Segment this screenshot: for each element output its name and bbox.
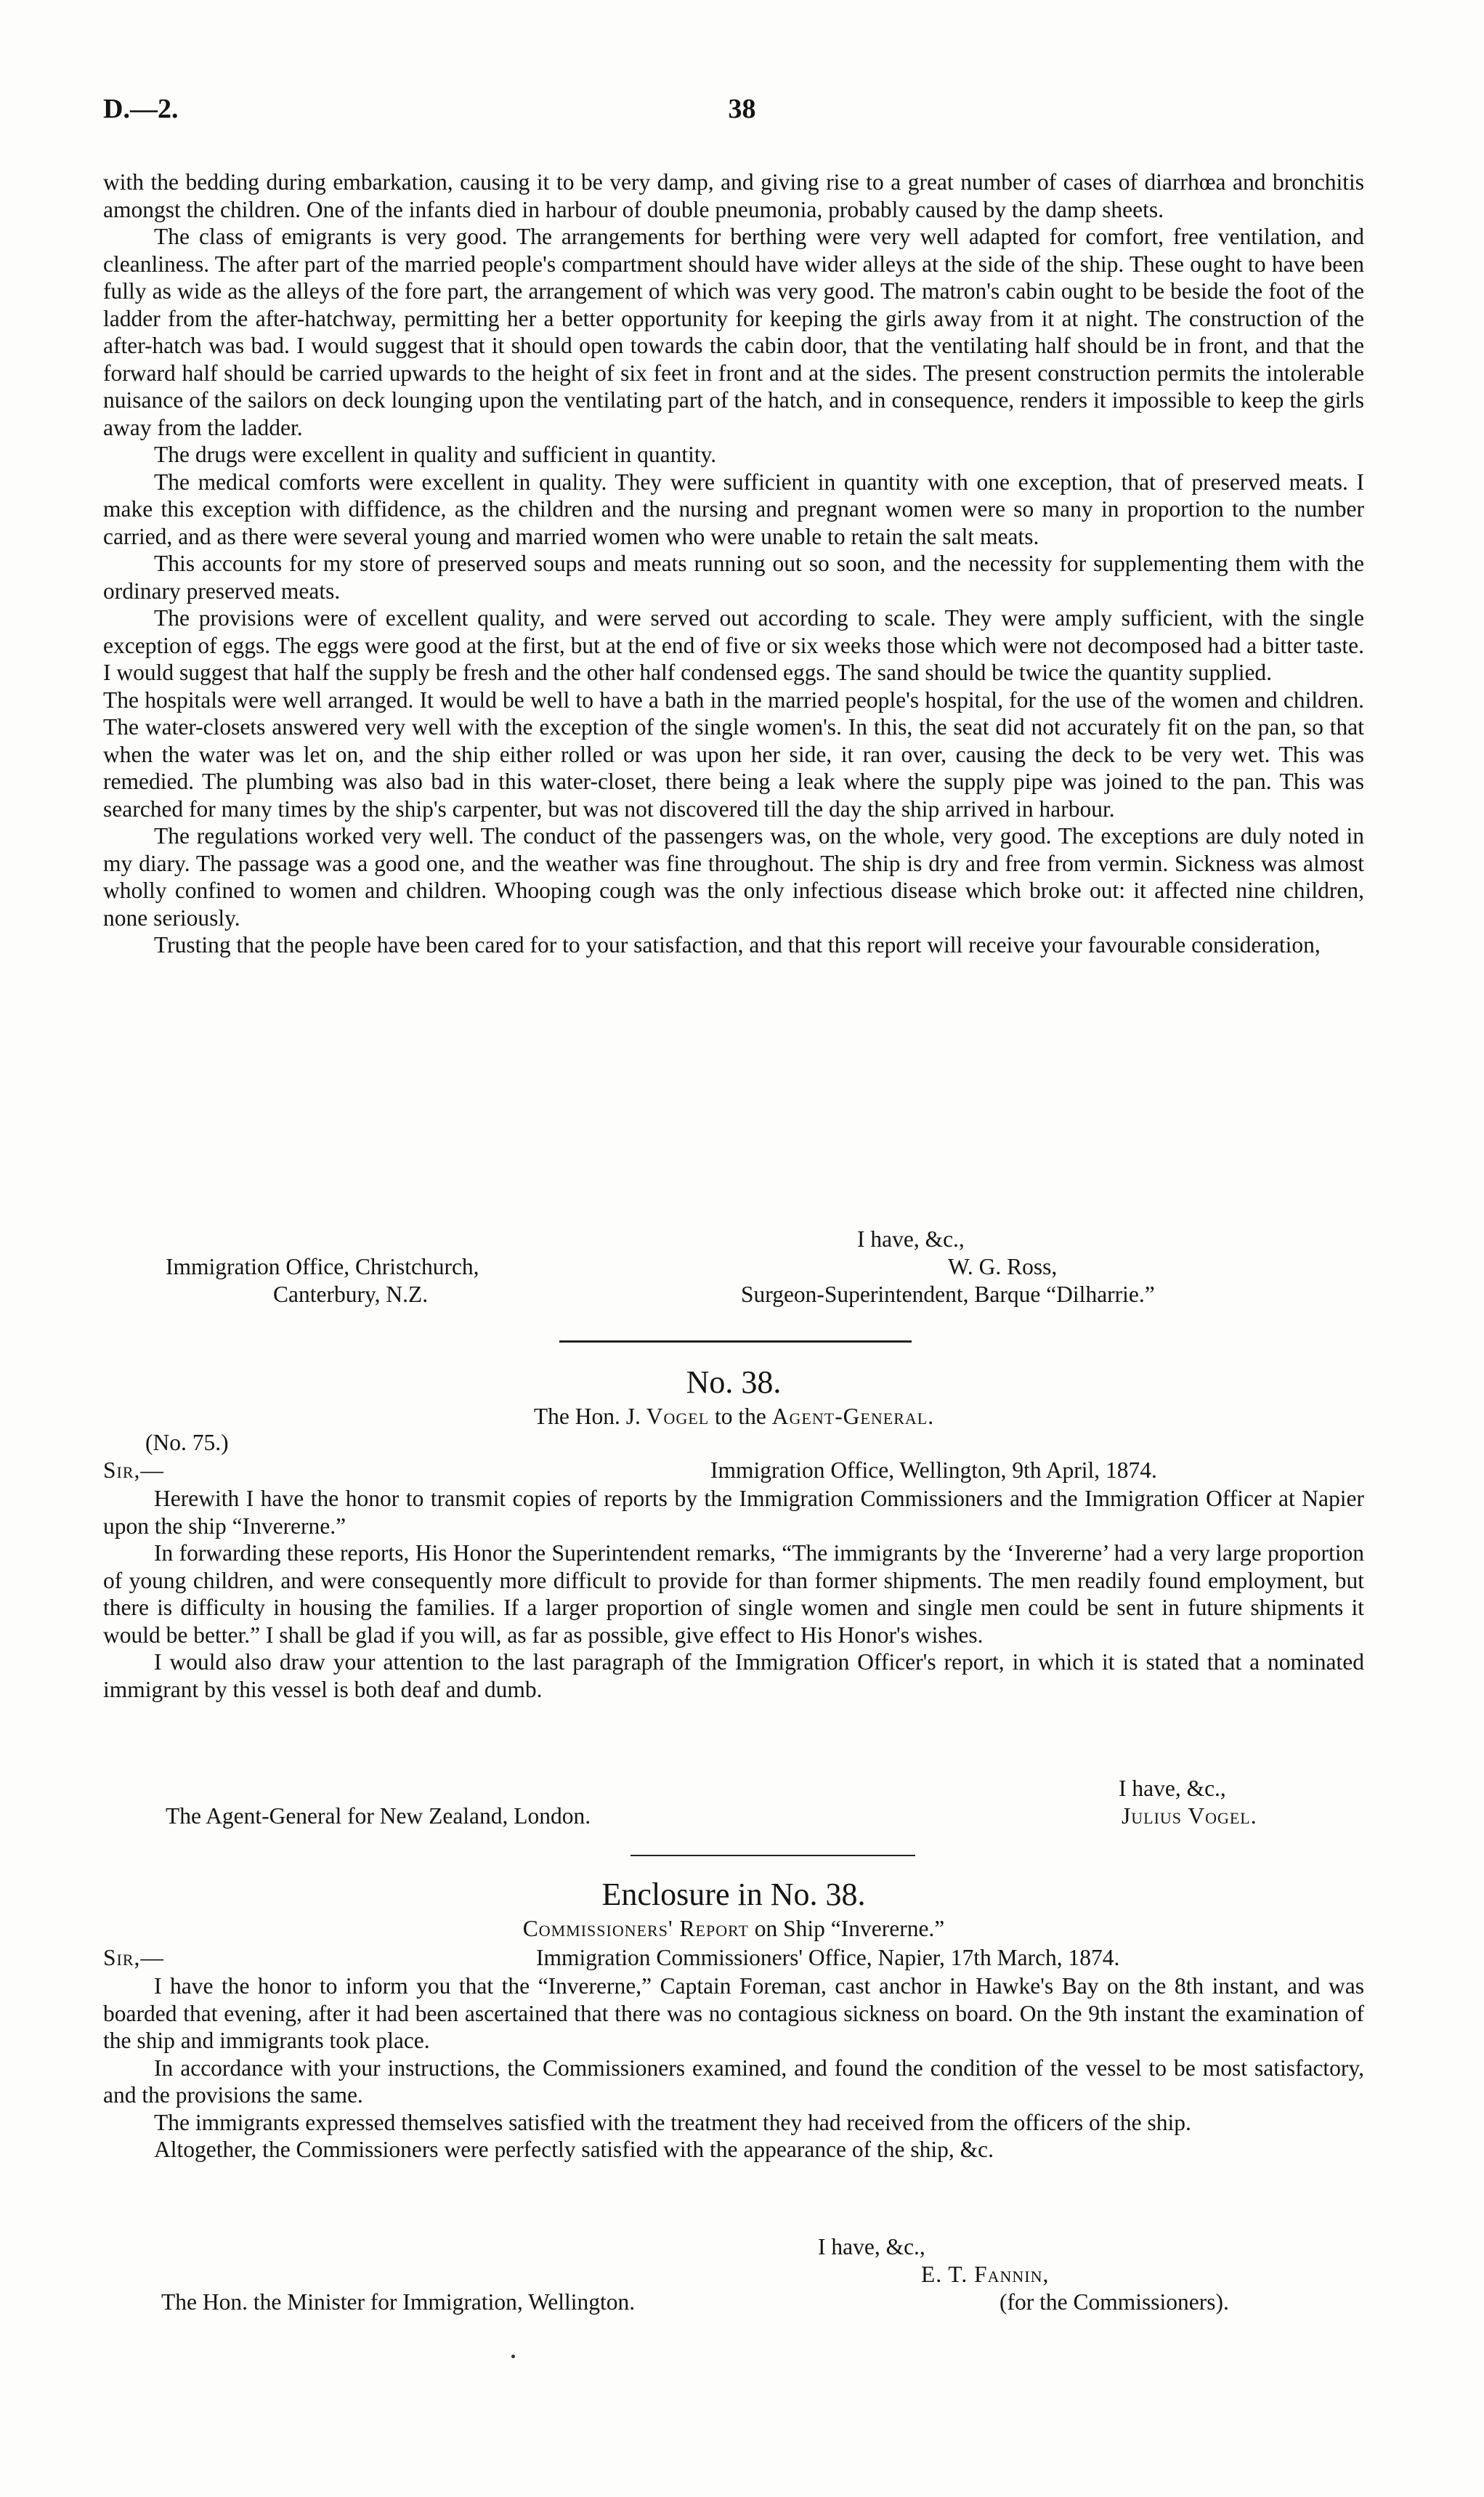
- closing-phrase: I have, &c.,: [1119, 1776, 1226, 1801]
- signatory-name: Julius Vogel.: [1122, 1803, 1257, 1829]
- paragraph: with the bedding during embarkation, causing it to be very damp, and giving rise to a great number of cases of diarrhœa and bronchitis amongst the children. One of the infants died in harbour of double pneumonia, probably caused by the damp sheets.: [103, 169, 1364, 222]
- paragraph: The medical comforts were excellent in quality. They were sufficient in quantity with one exception, that of preserved meats. I make this exception with diffidence, as the children and the nursing and pregnant women were so many in proportion to the number carried, and as there were several young and married women who were unable to retain the salt meats.: [103, 469, 1364, 549]
- page-header: [103, 93, 1381, 129]
- paragraph: The hospitals were well arranged. It would be well to have a bath in the married people's hospital, for the use of the women and children. The water-closets answered very well with the exception of the single women's. In this, the seat did not accurately fit on the pan, so that when the water was let on, and the ship either rolled or was upon her side, it ran over, causing the deck to be very wet. This was remedied. The plumbing was also bad in this water-closet, there being a leak where the supply pipe was joined to the pan. This was searched for many times by the ship's carpenter, but was not discovered till the day the ship arrived in harbour.: [103, 687, 1364, 822]
- subtitle-text: on Ship “Invererne.”: [748, 1916, 945, 1941]
- paragraph: In accordance with your instructions, the Commissioners examined, and found the condition of the vessel to be most satisfactory, and the provisions the same.: [103, 2055, 1364, 2108]
- dateline: Immigration Commissioners' Office, Napier, 17th March, 1874.: [536, 1945, 1120, 1970]
- page-number: 38: [728, 94, 756, 124]
- paragraph: Trusting that the people have been cared for to your satisfaction, and that this report will receive your favourable consideration,: [154, 932, 1321, 958]
- paragraph: The immigrants expressed themselves satisfied with the treatment they had received from the officers of the ship.: [154, 2109, 1191, 2135]
- letter-subtitle: [103, 1404, 1364, 1430]
- sender-name: Vogel: [646, 1404, 710, 1429]
- report-name: Commissioners' Report: [522, 1916, 749, 1941]
- letter-body: [103, 1485, 1364, 1703]
- place-line: Immigration Office, Christchurch,: [166, 1254, 479, 1279]
- section-divider: [631, 1855, 915, 1856]
- report-continuation: [103, 169, 1364, 959]
- paragraph: I have the honor to inform you that the “Invererne,” Captain Foreman, cast anchor in Hawke's Bay on the 8th instant, and was boarded that evening, after it had been ascertained that there was no contagious sickness on board. On the 9th instant the examination of the ship and immigrants took place.: [103, 1973, 1364, 2053]
- ink-speck: [511, 2355, 515, 2358]
- subtitle-text: .: [928, 1404, 934, 1429]
- reference-number: (No. 75.): [145, 1430, 229, 1455]
- addressee: The Agent-General for New Zealand, London.: [166, 1803, 591, 1829]
- letter-number-title: No. 38.: [686, 1364, 782, 1400]
- dateline: Immigration Office, Wellington, 9th April, 1874.: [710, 1457, 1157, 1483]
- enclosure-title: Enclosure in No. 38.: [601, 1877, 866, 1912]
- signatory-note: (for the Commissioners).: [1000, 2289, 1229, 2315]
- paragraph: Altogether, the Commissioners were perfectly satisfied with the appearance of the ship, &c.: [154, 2137, 994, 2162]
- signatory-name: E. T. Fannin,: [921, 2262, 1050, 2287]
- recipient-name: Agent-General: [771, 1404, 928, 1429]
- enclosure-subtitle: [103, 1916, 1364, 1942]
- paragraph: In forwarding these reports, His Honor the Superintendent remarks, “The immigrants by the ‘Invererne’ had a very large proportion of young children, and were consequently more difficult to provide for than former shipments. The men readily found employment, but there is difficulty in housing the families. If a larger proportion of single women and single men could be sent in future shipments it would be better.” I shall be glad if you will, as far as possible, give effect to His Honor's wishes.: [103, 1540, 1364, 1648]
- paragraph: The class of emigrants is very good. The arrangements for berthing were very well adapted for comfort, free ventilation, and cleanliness. The after part of the married people's compartment should have wider alleys at the side of the ship. These ought to have been fully as wide as the alleys of the fore part, the arrangement of which was very good. The matron's cabin ought to be beside the foot of the ladder from the after-hatchway, permitting her a better opportunity for keeping the girls away from it at night. The construction of the after-hatch was bad. I would suggest that it should open towards the cabin door, that the ventilating half should be in front, and that the forward half should be carried upwards to the height of six feet in front and at the sides. The present construction permits the intolerable nuisance of the sailors on deck lounging upon the ventilating part of the hatch, and in consequence, renders it impossible to keep the girls away from the ladder.: [103, 224, 1364, 440]
- section-divider: [559, 1340, 912, 1343]
- signatory-name: W. G. Ross,: [948, 1254, 1058, 1279]
- addressee: The Hon. the Minister for Immigration, Wellington.: [161, 2289, 636, 2315]
- paragraph: Herewith I have the honor to transmit copies of reports by the Immigration Commissioners and the Immigration Officer at Napier upon the ship “Invererne.”: [103, 1486, 1364, 1539]
- paragraph: I would also draw your attention to the last paragraph of the Immigration Officer's report, in which it is stated that a nominated immigrant by this vessel is both deaf and dumb.: [103, 1649, 1364, 1702]
- place-line: Canterbury, N.Z.: [273, 1282, 429, 1307]
- subtitle-text: to the: [709, 1404, 772, 1429]
- salutation: Sir,—: [103, 1457, 164, 1483]
- signatory-title: Surgeon-Superintendent, Barque “Dilharrie.”: [741, 1282, 1155, 1307]
- paragraph: The regulations worked very well. The conduct of the passengers was, on the whole, very good. The exceptions are duly noted in my diary. The passage was a good one, and the weather was fine throughout. The ship is dry and free from vermin. Sickness was almost wholly confined to women and children. Whooping cough was the only infectious disease which broke out: it affected nine children, none seriously.: [103, 823, 1364, 931]
- closing-phrase: I have, &c.,: [818, 2234, 925, 2259]
- enclosure-body: [103, 1972, 1364, 2164]
- subtitle-text: The Hon. J.: [533, 1404, 646, 1429]
- closing-phrase: I have, &c.,: [857, 1226, 965, 1252]
- paragraph: This accounts for my store of preserved soups and meats running out so soon, and the necessity for supplementing them with the ordinary preserved meats.: [103, 551, 1364, 604]
- paragraph: The provisions were of excellent quality, and were served out according to scale. They were amply sufficient, with the single exception of eggs. The eggs were good at the first, but at the end of five or six weeks those which were not decomposed had a bitter taste. I would suggest that half the supply be fresh and the other half condensed eggs. The sand should be twice the quantity supplied.: [103, 605, 1364, 685]
- paragraph: The drugs were excellent in quality and sufficient in quantity.: [154, 442, 717, 467]
- salutation: Sir,—: [103, 1945, 164, 1970]
- document-code: D.—2.: [103, 94, 179, 124]
